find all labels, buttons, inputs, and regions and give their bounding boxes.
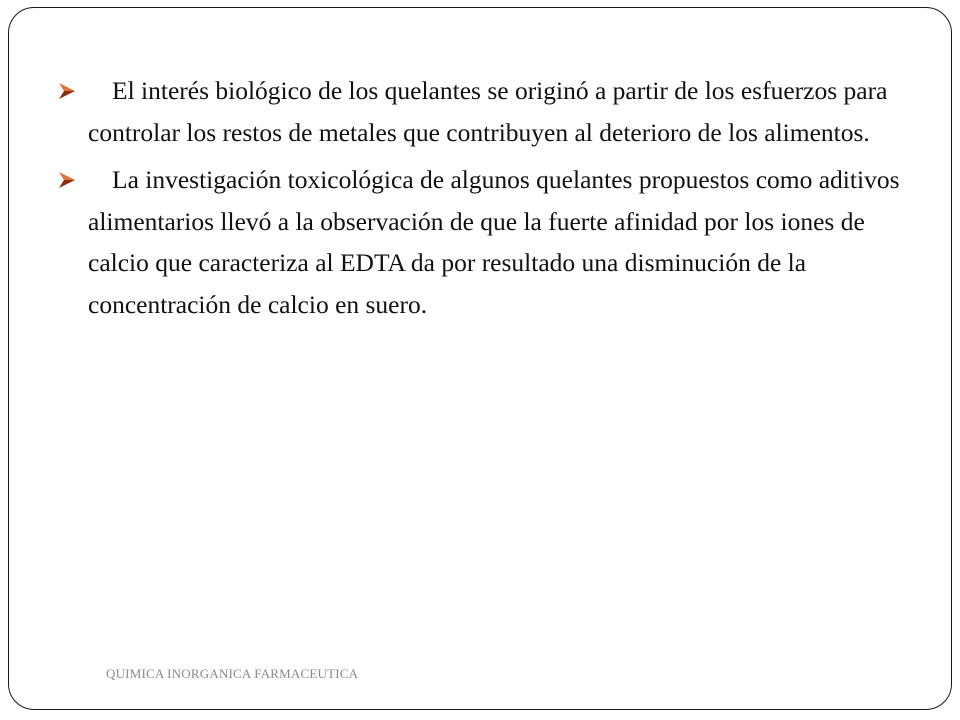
bullet-text: El interés biológico de los quelantes se originó a partir de los esfuerzos para controlar los restos de metales que contribuyen al deterioro de los alimentos. <box>88 76 888 147</box>
bullet-item <box>58 70 908 153</box>
footer-text: QUIMICA INORGANICA FARMACEUTICA <box>106 666 359 681</box>
arrowhead-bullet-icon <box>58 82 76 100</box>
arrowhead-bullet-icon <box>58 171 76 189</box>
bullet-text: La investigación toxicológica de algunos quelantes propuestos como aditivos alimentarios llevó a la observación de que la fuerte afinidad por los iones de calcio que caracteriza al EDTA da por resultado una disminución de la concentración de calcio en suero. <box>88 165 900 319</box>
bullet-item <box>58 159 908 325</box>
slide-content <box>58 70 908 331</box>
